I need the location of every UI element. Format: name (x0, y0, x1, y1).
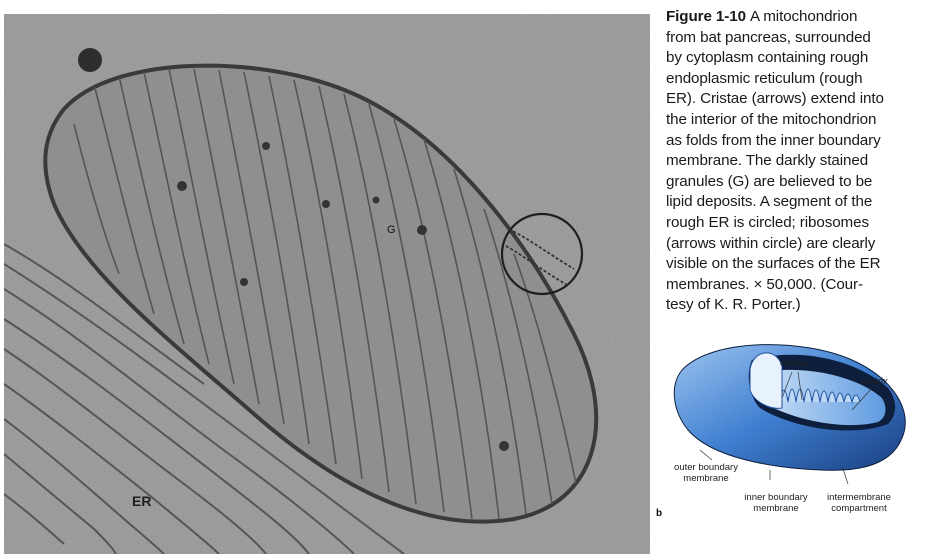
panel-b-label: b (656, 508, 663, 519)
cristae-label: cristae (780, 358, 808, 369)
granule-label: G (387, 224, 396, 236)
caption-line-1: from bat pancreas, surrounded (666, 28, 871, 46)
micrograph-image (4, 14, 650, 554)
er-label: ER (132, 493, 152, 509)
matrix-label: matrix (862, 376, 888, 387)
caption-line-2: by cytoplasm containing rough (666, 49, 869, 67)
inner-boundary-label: inner boundary membrane (744, 492, 808, 514)
caption-line-5: the interior of the mitochondrion (666, 110, 877, 128)
caption-line-4: ER). Cristae (arrows) extend into (666, 90, 884, 108)
caption-line-12: visible on the surfaces of the ER (666, 255, 881, 273)
caption-line-0: Figure 1-10 A mitochondrion (666, 8, 858, 25)
caption-line-3: endoplasmic reticulum (rough (666, 69, 863, 87)
micrograph-svg (4, 14, 650, 554)
outer-boundary-label: outer boundary membrane (674, 462, 738, 484)
figure-caption (666, 7, 928, 316)
caption-line-10: rough ER is circled; ribosomes (666, 213, 869, 231)
mitochondrion-diagram (652, 330, 933, 555)
caption-line-9: lipid deposits. A segment of the (666, 193, 873, 211)
caption-line-6: as folds from the inner boundary (666, 131, 881, 149)
caption-line-14: tesy of K. R. Porter.) (666, 296, 801, 314)
caption-line-8: granules (G) are believed to be (666, 172, 873, 190)
caption-line-11: (arrows within circle) are clearly (666, 234, 876, 252)
caption-line-7: membrane. The darkly stained (666, 152, 869, 170)
figure-number: Figure 1-10 (666, 8, 746, 25)
caption-line-13: membranes. × 50,000. (Cour- (666, 275, 863, 293)
intermembrane-label: intermembrane compartment (827, 492, 891, 514)
